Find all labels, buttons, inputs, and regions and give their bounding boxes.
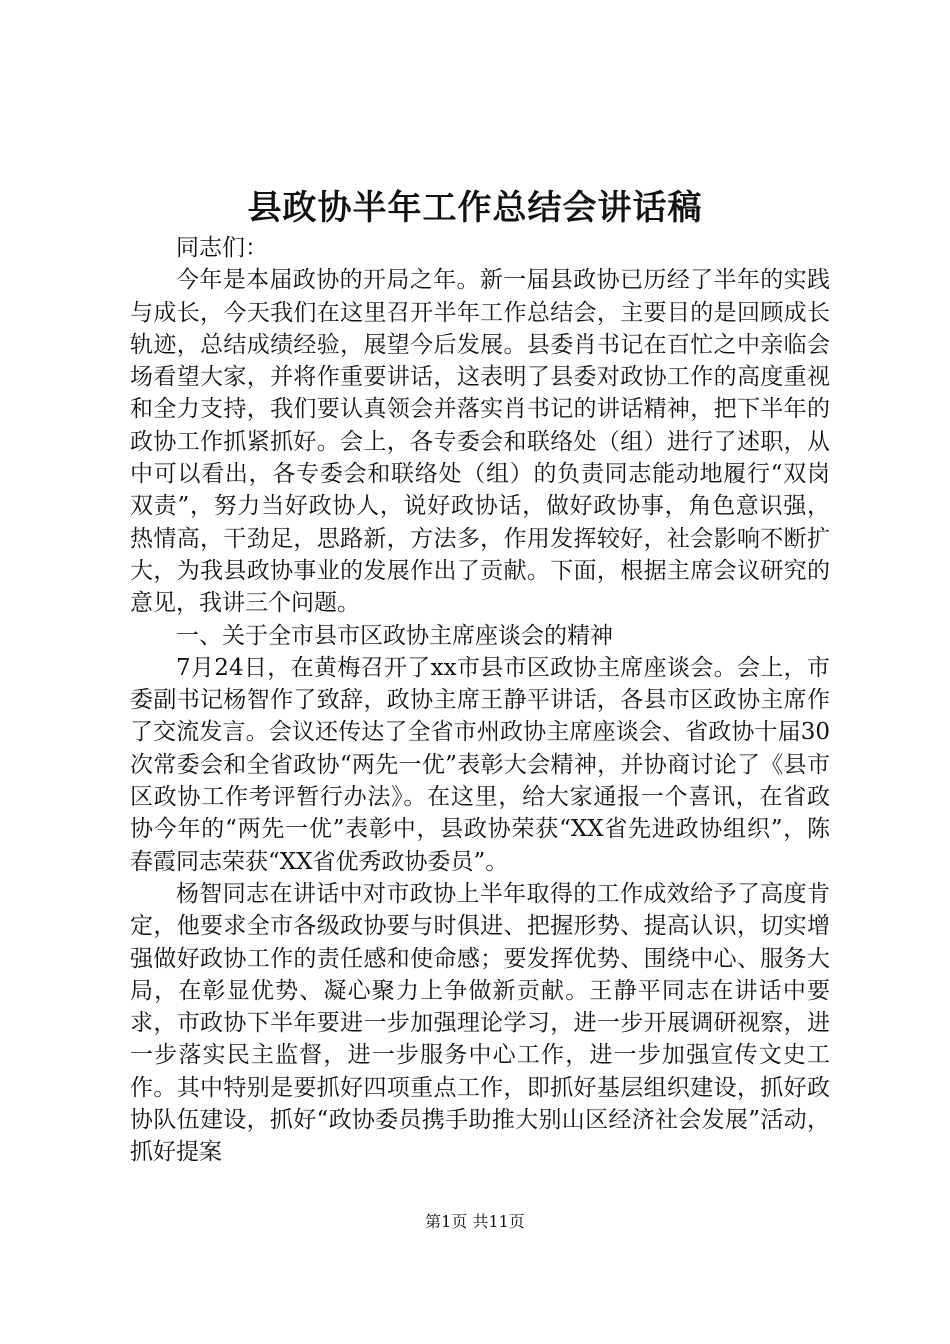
paragraph-intro: 今年是本届政协的开局之年。新一届县政协已历经了半年的实践与成长，今天我们在这里召开半年工作总结会，主要目的是回顾成长轨迹，总结成绩经验，展望今后发展。县委肖书记在百忙之中亲临会场看望大家，并将作重要讲话，这表明了县委对政协工作的高度重视和全力支持，我们要认真领会并落实肖书记的讲话精神，把下半年的政协工作抓紧抓好。会上，各专委会和联络处（组）进行了述职，从中可以看出，各专委会和联络处（组）的负责同志能动地履行“双岗双责”，努力当好政协人，说好政协话，做好政协事，角色意识强，热情高，干劲足，思路新，方法多，作用发挥较好，社会影响不断扩大，为我县政协事业的发展作出了贡献。下面，根据主席会议研究的意见，我讲三个问题。 xyxy=(130,267,830,617)
paragraph-meeting: 7月24日，在黄梅召开了xx市县市区政协主席座谈会。会上，市委副书记杨智作了致辞，政协主席王静平讲话，各县市区政协主席作了交流发言。会议还传达了全省市州政协主席座谈会、省政协十届30次常委会和全省政协“两先一优”表彰大会精神，并协商讨论了《县市区政协工作考评暂行办法》。在这里，给大家通报一个喜讯，在省政协今年的“两先一优”表彰中，县政协荣获“XX省先进政协组织”，陈春霞同志荣获“XX省优秀政协委员”。 xyxy=(130,654,830,875)
document-body xyxy=(130,232,830,1169)
page-number: 第1页 共11页 xyxy=(425,1212,525,1231)
section-heading-1: 一、关于全市县市区政协主席座谈会的精神 xyxy=(176,622,613,649)
document-title: 县政协半年工作总结会讲话稿 xyxy=(247,188,703,228)
salutation: 同志们： xyxy=(176,235,268,261)
paragraph-speech: 杨智同志在讲话中对市政协上半年取得的工作成效给予了高度肯定，他要求全市各级政协要与时俱进、把握形势、提高认识，切实增强做好政协工作的责任感和使命感；要发挥优势、围绕中心、服务大局，在彰显优势、凝心聚力上争做新贡献。王静平同志在讲话中要求，市政协下半年要进一步加强理论学习，进一步开展调研视察，进一步落实民主监督，进一步服务中心工作，进一步加强宣传文史工作。其中特别是要抓好四项重点工作，即抓好基层组织建设，抓好政协队伍建设，抓好“政协委员携手助推大别山区经济社会发展”活动，抓好提案 xyxy=(130,880,830,1166)
